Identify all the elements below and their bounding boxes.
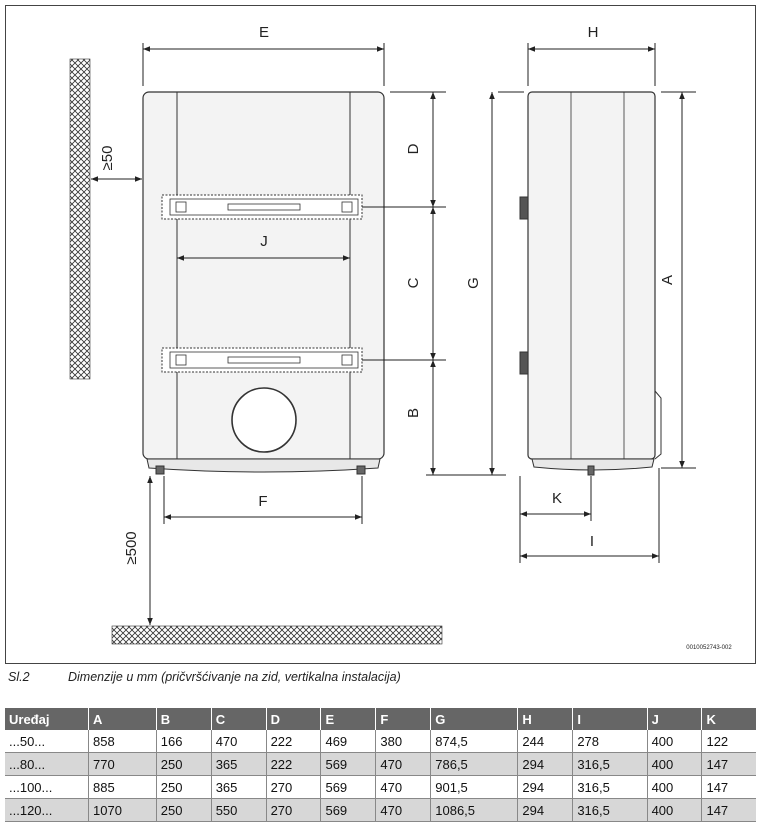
- table-cell: 400: [647, 753, 702, 776]
- label-f: F: [258, 493, 268, 510]
- table-cell: 470: [376, 753, 431, 776]
- upper-bracket: [162, 195, 362, 219]
- table-cell: ...50...: [5, 730, 89, 753]
- table-cell: 222: [266, 753, 321, 776]
- tank-side-view: [520, 92, 661, 475]
- table-row: [5, 753, 756, 776]
- label-d: D: [405, 143, 422, 155]
- table-cell: 874,5: [431, 730, 518, 753]
- table-cell: 550: [211, 799, 266, 822]
- table-cell: 569: [321, 776, 376, 799]
- floor-hatch: [112, 626, 442, 644]
- col-d: D: [266, 708, 321, 730]
- label-g: G: [465, 277, 482, 289]
- label-j: J: [260, 233, 268, 250]
- table-cell: 569: [321, 753, 376, 776]
- label-a: A: [659, 274, 676, 286]
- table-cell: 147: [702, 776, 756, 799]
- table-cell: 250: [156, 799, 211, 822]
- dimension-drawing: [6, 6, 756, 664]
- caption-number: Sl.2: [8, 670, 30, 684]
- table-cell: 122: [702, 730, 756, 753]
- table-cell: 1070: [89, 799, 157, 822]
- table-cell: 278: [573, 730, 647, 753]
- table-cell: 270: [266, 776, 321, 799]
- col-b: B: [156, 708, 211, 730]
- col-h: H: [518, 708, 573, 730]
- table-cell: 147: [702, 799, 756, 822]
- drawing-code: 0010052743-002: [686, 645, 732, 651]
- table-cell: 569: [321, 799, 376, 822]
- table-row: [5, 730, 756, 753]
- table-cell: 901,5: [431, 776, 518, 799]
- col-device: Uređaj: [5, 708, 89, 730]
- table-cell: 294: [518, 753, 573, 776]
- table-cell: 316,5: [573, 753, 647, 776]
- label-c: C: [405, 277, 422, 289]
- table-cell: 147: [702, 753, 756, 776]
- figure-caption: [8, 670, 748, 690]
- col-g: G: [431, 708, 518, 730]
- col-j: J: [647, 708, 702, 730]
- dimensions-table: [5, 708, 756, 822]
- table-cell: 244: [518, 730, 573, 753]
- table-cell: 770: [89, 753, 157, 776]
- label-i: I: [589, 533, 595, 550]
- table-cell: 380: [376, 730, 431, 753]
- table-cell: 316,5: [573, 776, 647, 799]
- table-cell: 858: [89, 730, 157, 753]
- col-a: A: [89, 708, 157, 730]
- table-cell: 270: [266, 799, 321, 822]
- table-cell: 294: [518, 776, 573, 799]
- table-cell: ...100...: [5, 776, 89, 799]
- table-cell: 294: [518, 799, 573, 822]
- table-cell: 365: [211, 776, 266, 799]
- col-c: C: [211, 708, 266, 730]
- table-row: [5, 776, 756, 799]
- table-cell: 250: [156, 776, 211, 799]
- table-cell: ...80...: [5, 753, 89, 776]
- label-k: K: [551, 490, 563, 507]
- table-row: [5, 799, 756, 822]
- label-h: H: [587, 24, 599, 41]
- table-cell: 400: [647, 730, 702, 753]
- label-e: E: [258, 24, 270, 41]
- table-cell: 222: [266, 730, 321, 753]
- col-f: F: [376, 708, 431, 730]
- lower-bracket: [162, 348, 362, 372]
- tank-front-view: [143, 92, 384, 474]
- wall-hatch: [70, 59, 90, 379]
- table-cell: 365: [211, 753, 266, 776]
- table-cell: 400: [647, 799, 702, 822]
- table-cell: 166: [156, 730, 211, 753]
- label-floor-gap: ≥500: [123, 531, 140, 565]
- table-cell: 885: [89, 776, 157, 799]
- col-i: I: [573, 708, 647, 730]
- table-cell: ...120...: [5, 799, 89, 822]
- table-cell: 469: [321, 730, 376, 753]
- table-cell: 1086,5: [431, 799, 518, 822]
- label-wall-gap: ≥50: [99, 145, 116, 171]
- table-cell: 470: [211, 730, 266, 753]
- table-cell: 316,5: [573, 799, 647, 822]
- label-b: B: [405, 407, 422, 419]
- table-cell: 250: [156, 753, 211, 776]
- table-cell: 470: [376, 776, 431, 799]
- table-cell: 400: [647, 776, 702, 799]
- caption-text: Dimenzije u mm (pričvršćivanje na zid, vertikalna instalacija): [68, 670, 401, 684]
- table-header-row: [5, 708, 756, 730]
- col-e: E: [321, 708, 376, 730]
- table-cell: 470: [376, 799, 431, 822]
- table-cell: 786,5: [431, 753, 518, 776]
- col-k: K: [702, 708, 756, 730]
- figure-frame: [5, 5, 756, 664]
